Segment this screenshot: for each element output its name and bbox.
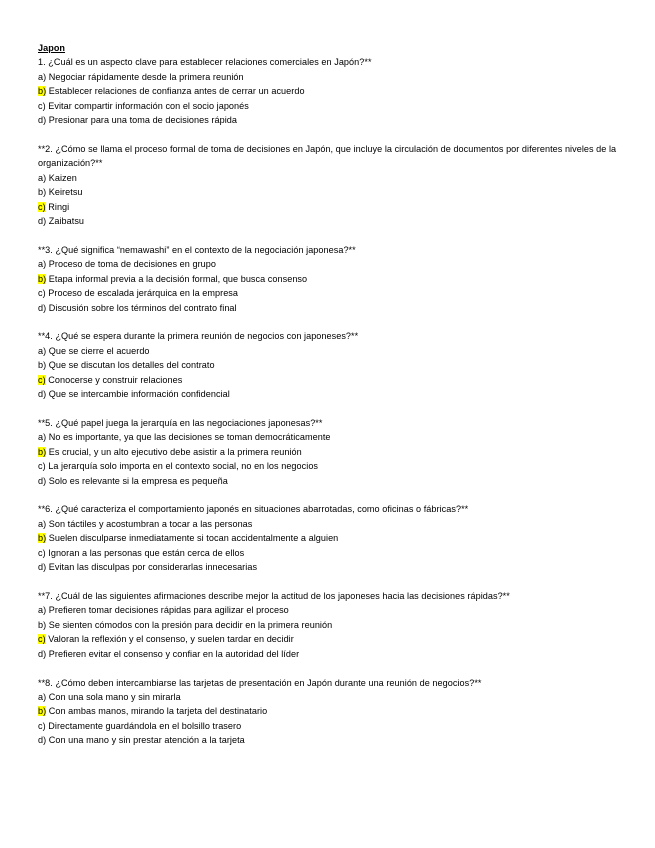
- highlighted-option-letter: c): [38, 634, 46, 645]
- question-text: **6. ¿Qué caracteriza el comportamiento japonés en situaciones abarrotadas, como oficinas o fábricas?**: [38, 504, 469, 515]
- answer-option: [38, 704, 638, 718]
- option-text: Con ambas manos, mirando la tarjeta del destinatario: [46, 706, 268, 717]
- option-letter: a): [38, 172, 47, 183]
- answer-option: [38, 301, 638, 315]
- question-block: [38, 589, 638, 661]
- option-text: La jerarquía solo importa en el contexto social, no en los negocios: [45, 461, 319, 472]
- option-letter: c): [38, 720, 46, 731]
- option-text: Con una mano y sin prestar atención a la tarjeta: [46, 735, 245, 746]
- answer-option: [38, 632, 638, 646]
- answer-option: [38, 373, 638, 387]
- question-block: [38, 243, 638, 315]
- option-letter: a): [38, 432, 47, 443]
- option-letter: d): [38, 115, 47, 126]
- answer-option: [38, 272, 638, 286]
- answer-option: [38, 445, 638, 459]
- answer-option: [38, 690, 638, 704]
- question-block: [38, 329, 638, 401]
- answer-option: [38, 358, 638, 372]
- highlighted-option-letter: b): [38, 446, 47, 457]
- option-letter: d): [38, 302, 47, 313]
- question-block: [38, 55, 638, 127]
- option-text: Etapa informal previa a la decisión formal, que busca consenso: [46, 273, 308, 284]
- answer-option: [38, 719, 638, 733]
- option-letter: a): [38, 691, 47, 702]
- highlighted-option-letter: c): [38, 201, 46, 212]
- answer-option: [38, 344, 638, 358]
- question-text: **4. ¿Qué se espera durante la primera reunión de negocios con japoneses?**: [38, 331, 359, 342]
- option-letter: a): [38, 518, 47, 529]
- question-block: [38, 416, 638, 488]
- question-text: **2. ¿Cómo se llama el proceso formal de toma de decisiones en Japón, que incluye la circulación de documentos por diferentes niveles de la organización?**: [38, 143, 617, 169]
- option-text: Conocerse y construir relaciones: [45, 374, 183, 385]
- answer-option: [38, 214, 638, 228]
- option-text: Keiretsu: [46, 187, 83, 198]
- option-letter: b): [38, 187, 47, 198]
- answer-option: [38, 430, 638, 444]
- highlighted-option-letter: b): [38, 86, 47, 97]
- answer-option: [38, 84, 638, 98]
- answer-option: [38, 257, 638, 271]
- answer-option: [38, 70, 638, 84]
- answer-option: [38, 474, 638, 488]
- option-text: Establecer relaciones de confianza antes de cerrar un acuerdo: [46, 86, 305, 97]
- option-letter: b): [38, 619, 47, 630]
- highlighted-option-letter: c): [38, 374, 46, 385]
- option-letter: a): [38, 605, 47, 616]
- option-text: Que se cierre el acuerdo: [46, 345, 150, 356]
- option-text: Valoran la reflexión y el consenso, y suelen tardar en decidir: [45, 634, 294, 645]
- option-text: Ignoran a las personas que están cerca de ellos: [45, 547, 245, 558]
- option-text: Zaibatsu: [46, 215, 85, 226]
- option-text: Discusión sobre los términos del contrato final: [46, 302, 237, 313]
- question-list: [38, 55, 638, 747]
- option-text: Que se discutan los detalles del contrato: [46, 360, 215, 371]
- option-letter: b): [38, 360, 47, 371]
- option-text: Se sienten cómodos con la presión para decidir en la primera reunión: [46, 619, 333, 630]
- question-text: **7. ¿Cuál de las siguientes afirmaciones describe mejor la actitud de los japoneses hacia las decisiones rápidas?**: [38, 591, 510, 601]
- question-block: [38, 502, 638, 574]
- highlighted-option-letter: b): [38, 533, 47, 544]
- option-text: Prefieren evitar el consenso y confiar en la autoridad del líder: [46, 648, 300, 659]
- answer-option: [38, 546, 638, 560]
- option-text: Presionar para una toma de decisiones rápida: [46, 115, 237, 126]
- option-text: No es importante, ya que las decisiones se toman democráticamente: [46, 432, 331, 443]
- option-text: Con una sola mano y sin mirarla: [46, 691, 181, 702]
- answer-option: [38, 185, 638, 199]
- question-block: [38, 676, 638, 748]
- option-letter: d): [38, 562, 47, 573]
- highlighted-option-letter: b): [38, 706, 47, 717]
- answer-option: [38, 560, 638, 574]
- option-text: Evitar compartir información con el socio japonés: [45, 100, 249, 111]
- option-text: Es crucial, y un alto ejecutivo debe asistir a la primera reunión: [46, 446, 302, 457]
- option-letter: c): [38, 547, 46, 558]
- option-letter: d): [38, 475, 47, 486]
- option-letter: c): [38, 461, 46, 472]
- option-text: Proceso de escalada jerárquica en la empresa: [45, 288, 239, 299]
- question-text: **5. ¿Qué papel juega la jerarquía en las negociaciones japonesas?**: [38, 417, 323, 428]
- answer-option: [38, 459, 638, 473]
- answer-option: [38, 531, 638, 545]
- option-text: Directamente guardándola en el bolsillo trasero: [45, 720, 242, 731]
- answer-option: [38, 603, 638, 617]
- option-letter: a): [38, 259, 47, 270]
- answer-option: [38, 171, 638, 185]
- option-letter: d): [38, 389, 47, 400]
- question-block: [38, 142, 638, 228]
- option-letter: d): [38, 735, 47, 746]
- highlighted-option-letter: b): [38, 273, 47, 284]
- question-text: **3. ¿Qué significa “nemawashi” en el contexto de la negociación japonesa?**: [38, 244, 356, 255]
- answer-option: [38, 387, 638, 401]
- option-text: Solo es relevante si la empresa es pequeña: [46, 475, 228, 486]
- option-text: Suelen disculparse inmediatamente si tocan accidentalmente a alguien: [46, 533, 339, 544]
- option-letter: a): [38, 71, 47, 82]
- option-letter: d): [38, 648, 47, 659]
- document-title: Japon: [38, 43, 66, 53]
- answer-option: [38, 99, 638, 113]
- option-text: Prefieren tomar decisiones rápidas para agilizar el proceso: [46, 605, 289, 616]
- answer-option: [38, 113, 638, 127]
- answer-option: [38, 618, 638, 632]
- option-letter: c): [38, 288, 46, 299]
- option-text: Kaizen: [46, 172, 77, 183]
- option-text: Que se intercambie información confidencial: [46, 389, 230, 400]
- option-text: Proceso de toma de decisiones en grupo: [46, 259, 216, 270]
- answer-option: [38, 286, 638, 300]
- answer-option: [38, 647, 638, 661]
- question-text: 1. ¿Cuál es un aspecto clave para establecer relaciones comerciales en Japón?**: [38, 57, 372, 68]
- option-letter: a): [38, 345, 47, 356]
- option-text: Son táctiles y acostumbran a tocar a las personas: [46, 518, 253, 529]
- option-text: Ringi: [45, 201, 70, 212]
- answer-option: [38, 733, 638, 747]
- option-text: Negociar rápidamente desde la primera reunión: [46, 71, 244, 82]
- answer-option: [38, 200, 638, 214]
- document-page: [38, 41, 638, 762]
- question-text: **8. ¿Cómo deben intercambiarse las tarjetas de presentación en Japón durante una reunión de negocios?**: [38, 677, 482, 688]
- option-letter: d): [38, 215, 47, 226]
- option-text: Evitan las disculpas por considerarlas innecesarias: [46, 562, 258, 573]
- answer-option: [38, 517, 638, 531]
- option-letter: c): [38, 100, 46, 111]
